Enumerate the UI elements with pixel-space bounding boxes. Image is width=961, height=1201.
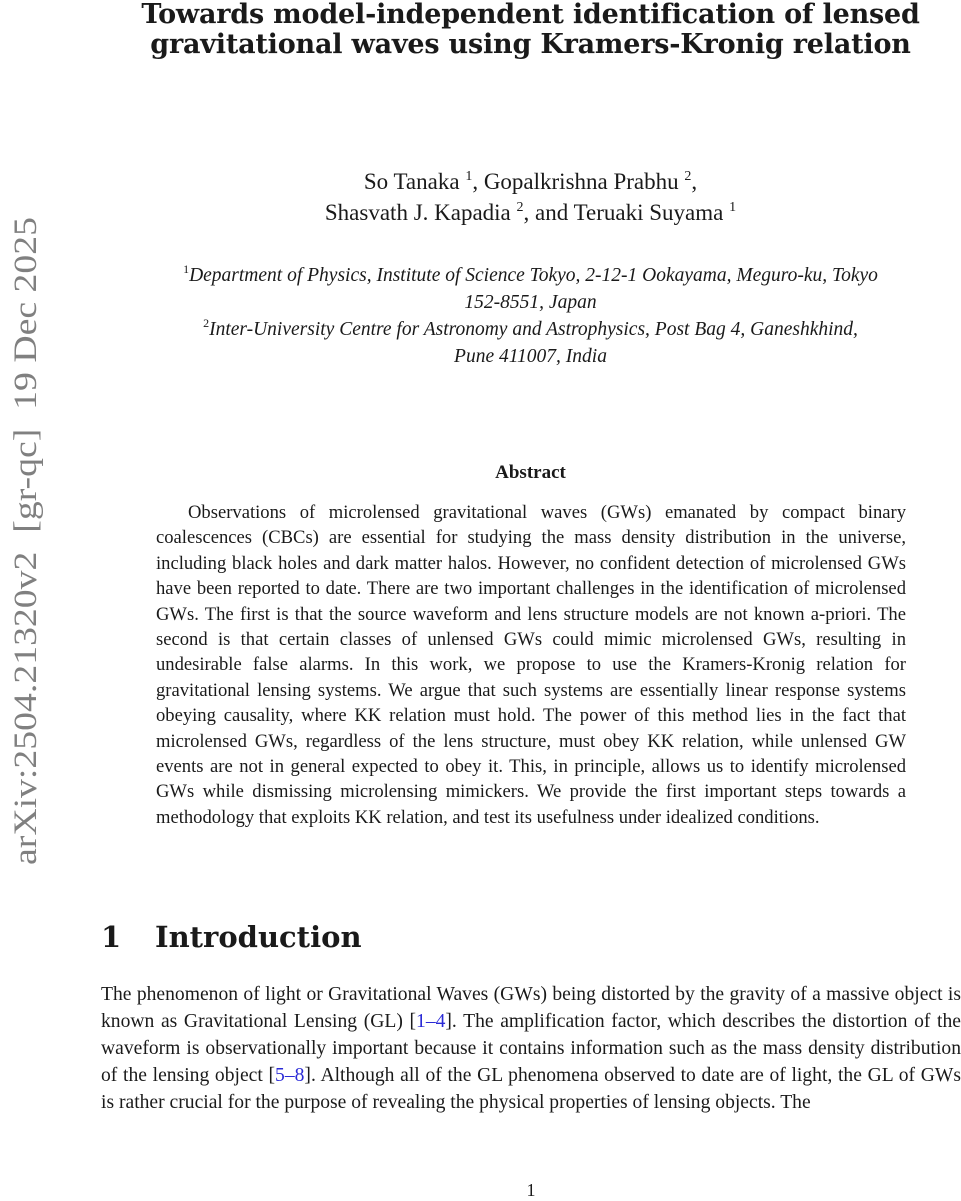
intro-text: The phenomenon of light or Gravitational Waves (GWs) being distorted by the gravity of a massive object is known as Gravitational Lensing (GL) [	[101, 984, 961, 1032]
abstract-text: Observations of microlensed gravitational waves (GWs) emanated by compact binary coalescences (CBCs) are essential for studying the mass density distribution in the universe, including black holes and dark matter halos. However, no confident detection of microlensed GWs have been reported to date. There are two important challenges in the identification of microlensed GWs. The first is that the source waveform and lens structure models are not known a-priori. The second is that certain classes of unlensed GWs could mimic microlensed GWs, resulting in undesirable false alarms. In this work, we propose to use the Kramers-Kronig relation for gravitational lensing systems. We argue that such systems are essentially linear response systems obeying causality, where KK relation must hold. The power of this method lies in the fact that microlensed GWs, regardless of the lens structure, must obey KK relation, while unlensed GW events are not in general expected to obey it. This, in principle, allows us to identify microlensed GWs while dismissing microlensing mimickers. We provide the first important steps towards a methodology that exploits KK relation, and test its usefulness under idealized conditions.	[156, 502, 906, 828]
author-name: Shasvath J. Kapadia	[324, 200, 511, 225]
affiliation-mark: 1	[183, 262, 190, 276]
intro-paragraph	[101, 982, 961, 1117]
page-number: 1	[526, 1180, 536, 1200]
author-affiliation-mark: 2	[516, 200, 524, 215]
author-name: Gopalkrishna Prabhu	[483, 169, 679, 194]
author-separator: , and	[523, 200, 569, 225]
paper-title	[100, 0, 961, 60]
title-line-2: gravitational waves using Kramers-Kronig relation	[150, 29, 911, 60]
affiliation-text: Department of Physics, Institute of Science Tokyo, 2-12-1 Ookayama, Meguro-ku, Tokyo	[189, 265, 878, 286]
intro-text: ]. Although all of the GL phenomena observed to date are of light, the GL of GWs is rather crucial for the purpose of revealing the physical properties of lensing objects. The	[101, 1064, 961, 1113]
section-heading	[101, 920, 362, 954]
abstract-heading: Abstract	[495, 462, 566, 483]
author-separator: ,	[472, 169, 479, 194]
author-line-2	[100, 197, 961, 228]
affiliation-text: Inter-University Centre for Astronomy and Astrophysics, Post Bag 4, Ganeshkhind,	[209, 319, 858, 340]
affiliation-1	[100, 262, 961, 316]
affiliation-mark: 2	[203, 316, 210, 330]
author-affiliation-mark: 1	[465, 169, 473, 184]
author-name: Teruaki Suyama	[573, 200, 724, 225]
intro-text: ]. The amplification factor, which describes the distortion of the waveform is observationally important because it contains information such as the mass density distribution of the lensing object [	[101, 1010, 961, 1086]
affiliation-text: Pune 411007, India	[454, 346, 607, 367]
author-affiliation-mark: 1	[729, 200, 737, 215]
arxiv-stamp	[0, 210, 44, 870]
author-separator: ,	[691, 169, 698, 194]
author-affiliation-mark: 2	[684, 169, 692, 184]
section-number: 1	[101, 920, 122, 954]
title-line-1: Towards model-independent identification of lensed	[141, 0, 920, 30]
author-name: So Tanaka	[363, 169, 460, 194]
citation-link[interactable]: 1–4	[416, 1010, 446, 1032]
arxiv-stamp-text: arXiv:2504.21320v2 [gr-qc] 19 Dec 2025	[8, 298, 44, 865]
affiliation-text: 152-8551, Japan	[464, 292, 597, 313]
author-line-1	[100, 166, 961, 197]
section-title: Introduction	[155, 920, 362, 954]
affiliation-2	[100, 316, 961, 370]
citation-link[interactable]: 5–8	[275, 1064, 305, 1086]
affiliation-list	[100, 262, 961, 370]
author-list	[100, 166, 961, 228]
